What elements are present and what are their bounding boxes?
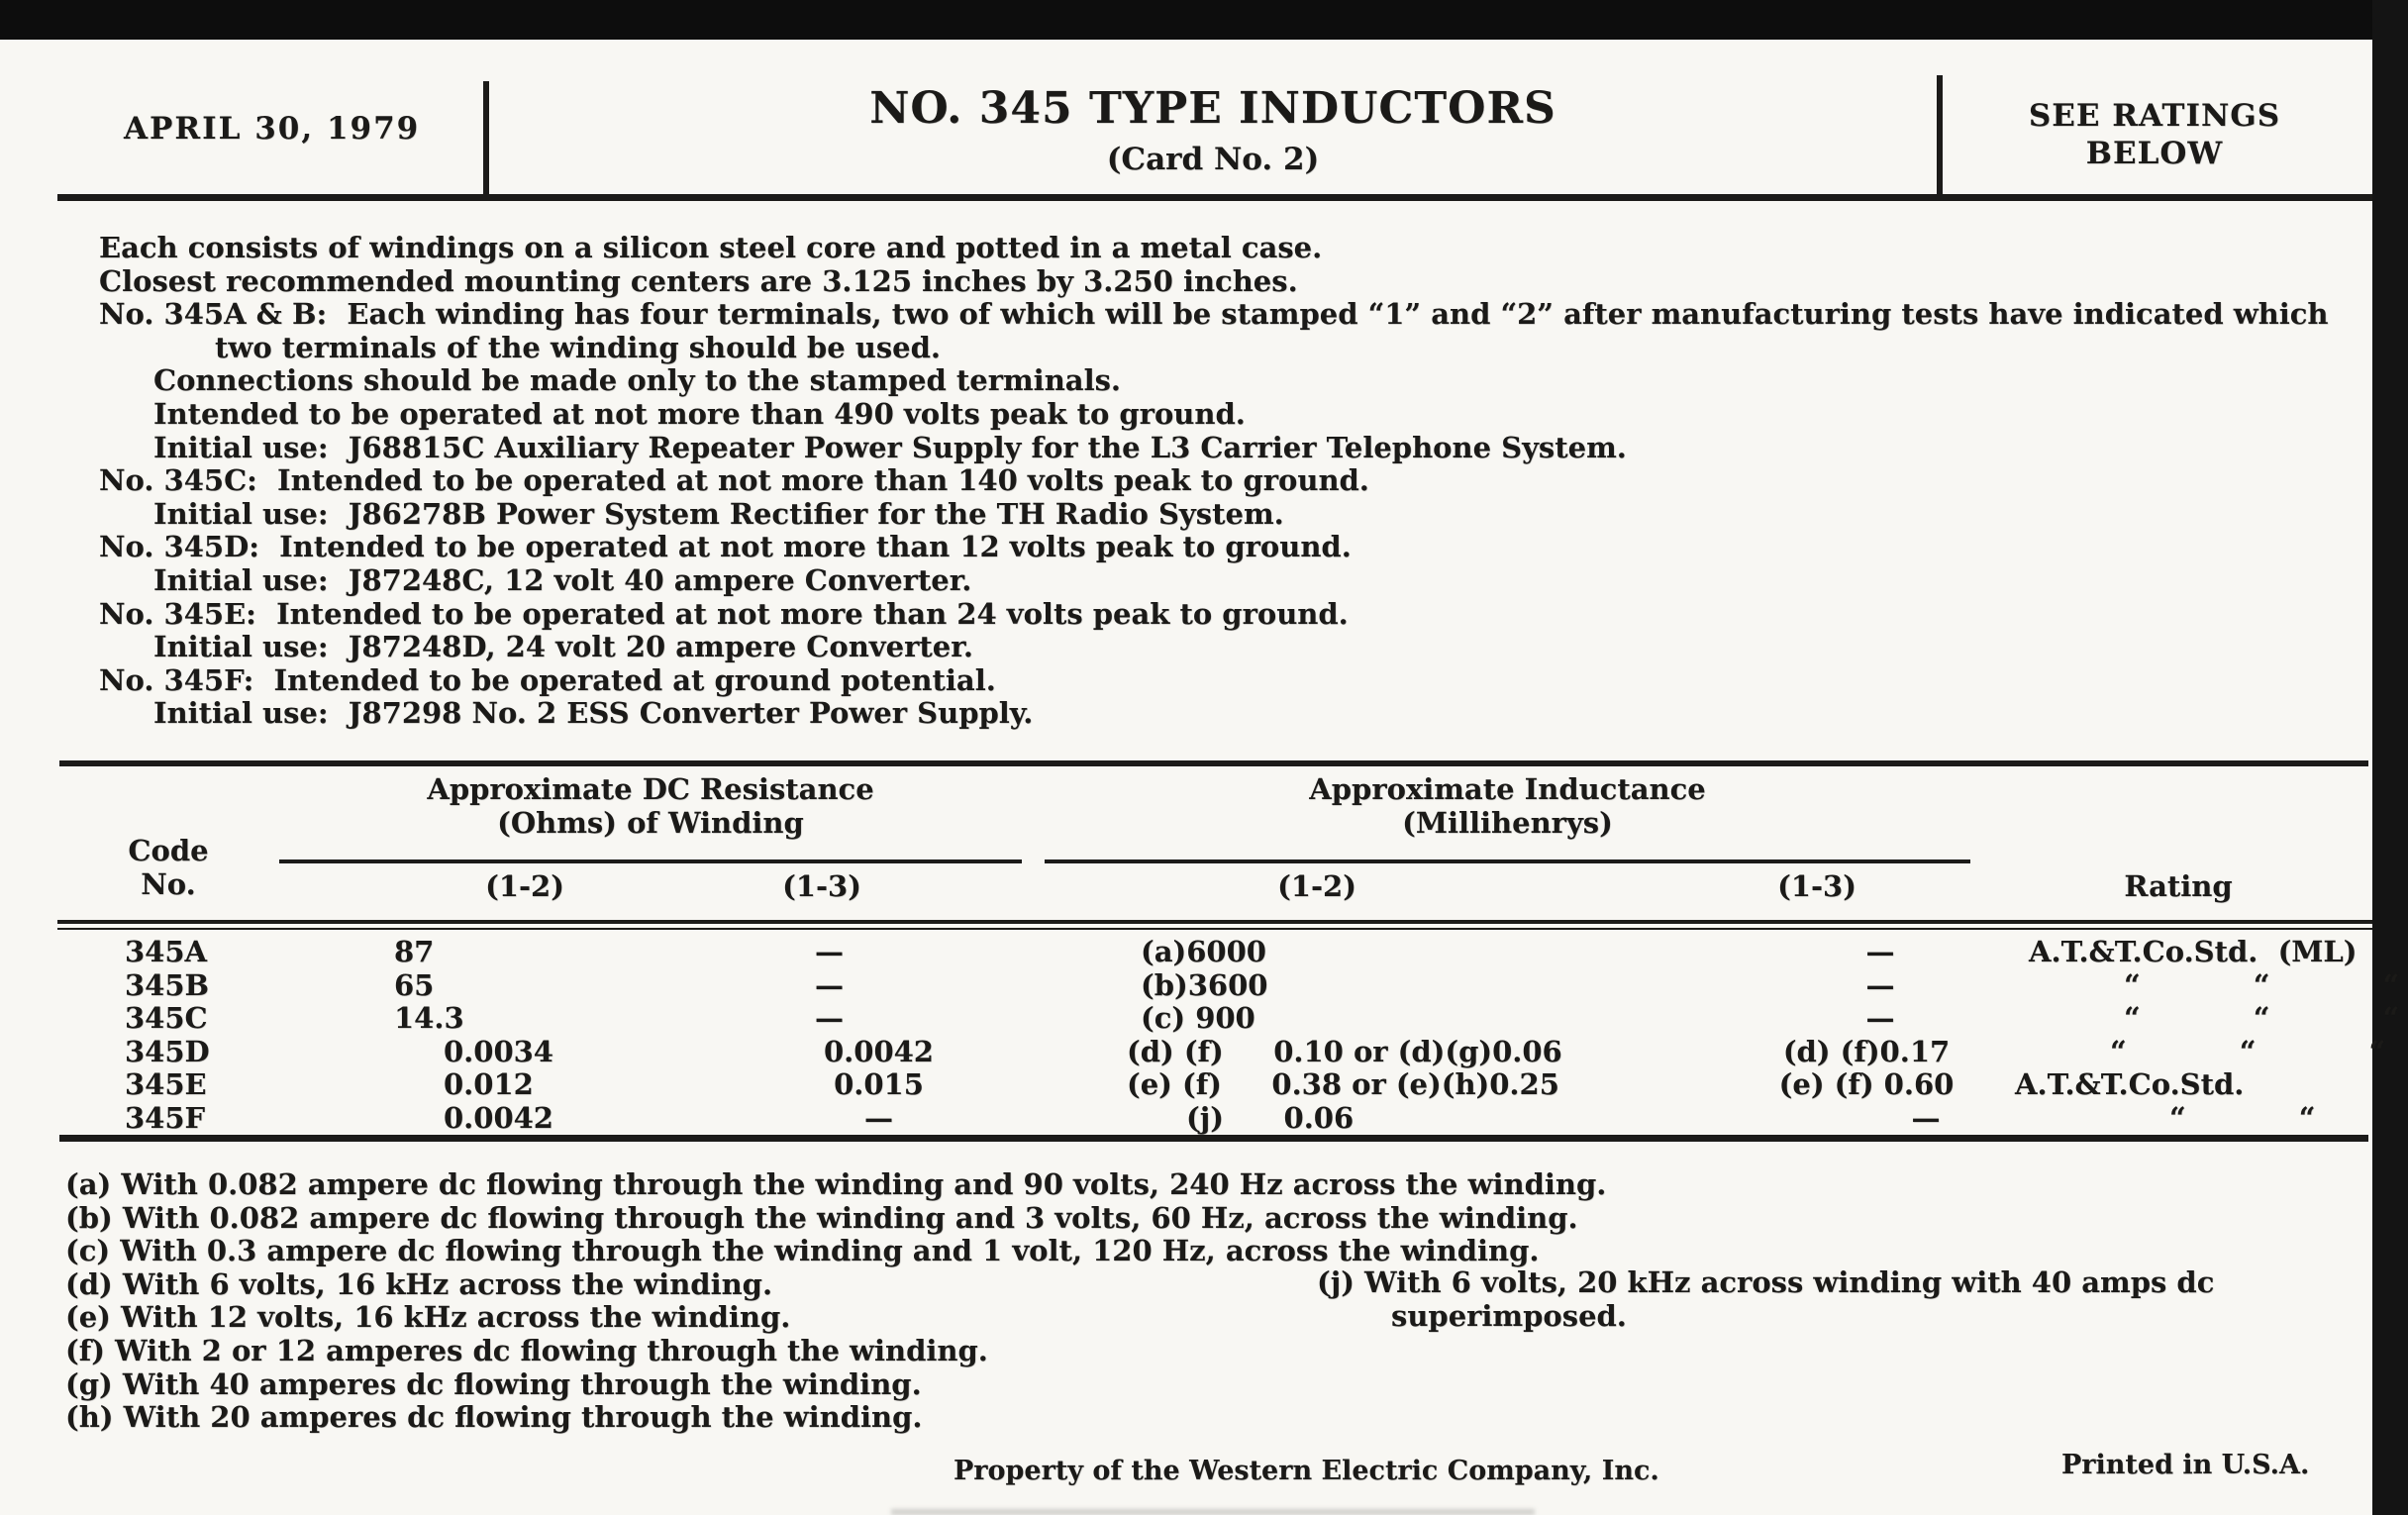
footnote-j-line1: (j) With 6 volts, 20 kHz across winding with 40 amps dc bbox=[1317, 1265, 2215, 1299]
cell-inductance-12: (e) (f) 0.38 or (e)(h)0.25 bbox=[1127, 1067, 1559, 1101]
resistance-12-header: (1-2) bbox=[485, 869, 564, 903]
cell-resistance-13: 0.0042 bbox=[824, 1034, 934, 1068]
inductance-group-rule bbox=[1045, 859, 1970, 863]
description-block bbox=[99, 232, 2329, 731]
description-line: Connections should be made only to the stamped terminals. bbox=[153, 363, 1122, 398]
table-row bbox=[0, 935, 2408, 968]
cell-rating: “ “ bbox=[2169, 1100, 2316, 1135]
footnote-h: (h) With 20 amperes dc flowing through the winding. bbox=[65, 1400, 923, 1435]
table-top-rule bbox=[59, 760, 2368, 766]
cell-rating: “ “ “ bbox=[2110, 1034, 2386, 1068]
description-line: Initial use: J87248D, 24 volt 20 ampere Converter. bbox=[153, 630, 973, 664]
description-line: Intended to be operated at not more than 490 volts peak to ground. bbox=[153, 396, 1246, 431]
cell-inductance-12: (j) 0.06 bbox=[1186, 1100, 1354, 1135]
description-line: No. 345F: Intended to be operated at ground potential. bbox=[99, 662, 996, 697]
cell-resistance-12: 0.0034 bbox=[444, 1034, 553, 1068]
table-row bbox=[0, 1001, 2408, 1035]
description-line: No. 345C: Intended to be operated at not more than 140 volts peak to ground. bbox=[99, 463, 1369, 498]
description-line: Closest recommended mounting centers are 3.125 inches by 3.250 inches. bbox=[99, 263, 1298, 298]
cell-code: 345A bbox=[125, 935, 208, 968]
cell-resistance-12: 65 bbox=[394, 967, 435, 1002]
code-column-header bbox=[94, 834, 243, 901]
resistance-group-line2: (Ohms) of Winding bbox=[497, 806, 804, 840]
resistance-group-header bbox=[279, 772, 1022, 840]
footnote-a: (a) With 0.082 ampere dc flowing through the winding and 90 volts, 240 Hz across the winding. bbox=[65, 1167, 1607, 1201]
rating-column-header: Rating bbox=[2124, 869, 2233, 903]
property-notice: Property of the Western Electric Company, Inc. bbox=[953, 1456, 1659, 1486]
inductance-group-header bbox=[1045, 772, 1970, 840]
description-line: Initial use: J87248C, 12 volt 40 ampere Converter. bbox=[153, 562, 972, 597]
ratings-note bbox=[1947, 97, 2362, 172]
cell-rating: A.T.&T.Co.Std. (ML) bbox=[2029, 935, 2358, 968]
cell-inductance-13: — bbox=[1865, 967, 1895, 1002]
inductance-13-header: (1-3) bbox=[1777, 869, 1856, 903]
cell-resistance-12: 0.012 bbox=[444, 1067, 534, 1101]
cell-inductance-12: (b)3600 bbox=[1141, 967, 1268, 1002]
header-divider-left bbox=[483, 81, 489, 201]
table-body bbox=[0, 935, 2408, 1134]
cell-resistance-13: — bbox=[815, 1001, 844, 1035]
cell-resistance-12: 87 bbox=[394, 935, 435, 968]
footnote-d: (d) With 6 volts, 16 kHz across the winding. bbox=[65, 1266, 773, 1301]
resistance-group-rule bbox=[279, 859, 1022, 863]
printed-notice: Printed in U.S.A. bbox=[2061, 1450, 2310, 1480]
code-header-line1: Code bbox=[128, 834, 209, 867]
cell-code: 345B bbox=[125, 967, 210, 1002]
cell-resistance-13: — bbox=[815, 935, 844, 968]
ratings-note-line1: SEE RATINGS bbox=[2028, 98, 2281, 134]
cell-code: 345C bbox=[125, 1001, 208, 1035]
table-header-rule bbox=[57, 920, 2372, 924]
resistance-group-line1: Approximate DC Resistance bbox=[427, 772, 874, 806]
description-line: No. 345D: Intended to be operated at not more than 12 volts peak to ground. bbox=[99, 530, 1352, 564]
cell-inductance-13: — bbox=[1865, 1001, 1895, 1035]
page-title: NO. 345 TYPE INDUCTORS bbox=[869, 83, 1556, 134]
cell-inductance-13: (e) (f) 0.60 bbox=[1778, 1067, 1955, 1101]
table-row bbox=[0, 968, 2408, 1002]
footnote-f: (f) With 2 or 12 amperes dc flowing through the winding. bbox=[65, 1333, 988, 1367]
cell-resistance-13: — bbox=[864, 1100, 893, 1135]
ratings-note-line2: BELOW bbox=[2085, 136, 2224, 171]
description-line: No. 345E: Intended to be operated at not more than 24 volts peak to ground. bbox=[99, 596, 1349, 631]
cell-resistance-12: 0.0042 bbox=[444, 1100, 553, 1135]
description-line: No. 345A & B: Each winding has four terminals, two of which will be stamped “1” and “2” after manufacturing tests have indicated which bbox=[99, 297, 2329, 332]
inductance-group-line2: (Millihenrys) bbox=[1402, 806, 1613, 840]
footnote-j-line2: superimposed. bbox=[1391, 1298, 1627, 1333]
inductance-12-header: (1-2) bbox=[1277, 869, 1356, 903]
footnote-c: (c) With 0.3 ampere dc flowing through the winding and 1 volt, 120 Hz, across the winding. bbox=[65, 1234, 1540, 1268]
description-line: Each consists of windings on a silicon steel core and potted in a metal case. bbox=[99, 231, 1323, 264]
cell-code: 345F bbox=[125, 1100, 206, 1135]
header-rule bbox=[57, 194, 2372, 201]
card-title-block bbox=[594, 83, 1832, 177]
cell-rating: “ “ “ bbox=[2124, 967, 2400, 1002]
cell-resistance-12: 14.3 bbox=[394, 1001, 464, 1035]
cell-resistance-13: 0.015 bbox=[834, 1067, 924, 1101]
table-row bbox=[0, 1101, 2408, 1135]
card-date: APRIL 30, 1979 bbox=[124, 111, 421, 147]
description-line: Initial use: J68815C Auxiliary Repeater Power Supply for the L3 Carrier Telephone System. bbox=[153, 430, 1627, 464]
footnote-e: (e) With 12 volts, 16 kHz across the winding. bbox=[65, 1300, 791, 1335]
cell-inductance-12: (a)6000 bbox=[1141, 935, 1266, 968]
cell-rating: “ “ “ bbox=[2124, 1001, 2400, 1035]
scan-top-bar bbox=[0, 0, 2408, 40]
cell-inductance-13: — bbox=[1911, 1100, 1941, 1135]
scan-bottom-smudge bbox=[891, 1509, 1535, 1515]
description-line: two terminals of the winding should be used. bbox=[215, 330, 941, 364]
cell-inductance-12: (c) 900 bbox=[1141, 1001, 1255, 1035]
description-line: Initial use: J87298 No. 2 ESS Converter Power Supply. bbox=[153, 696, 1034, 731]
scan-right-bar bbox=[2372, 0, 2408, 1515]
header-divider-right bbox=[1937, 75, 1943, 201]
resistance-13-header: (1-3) bbox=[782, 869, 861, 903]
cell-inductance-13: — bbox=[1865, 935, 1895, 968]
cell-code: 345D bbox=[125, 1034, 210, 1068]
table-row bbox=[0, 1067, 2408, 1101]
description-line: Initial use: J86278B Power System Rectifier for the TH Radio System. bbox=[153, 496, 1284, 531]
cell-inductance-13: (d) (f)0.17 bbox=[1782, 1034, 1951, 1068]
table-header-rule-echo bbox=[57, 928, 2372, 930]
code-header-line2: No. bbox=[141, 867, 196, 901]
table-bottom-rule bbox=[59, 1135, 2368, 1142]
footnote-j bbox=[1317, 1266, 2214, 1333]
cell-rating: A.T.&T.Co.Std. bbox=[2015, 1067, 2245, 1101]
footnote-b: (b) With 0.082 ampere dc flowing through the winding and 3 volts, 60 Hz, across the winding. bbox=[65, 1200, 1578, 1235]
cell-resistance-13: — bbox=[815, 967, 844, 1002]
table-row bbox=[0, 1035, 2408, 1068]
card-number: (Card No. 2) bbox=[1106, 142, 1320, 177]
footnote-g: (g) With 40 amperes dc flowing through the winding. bbox=[65, 1366, 922, 1401]
cell-inductance-12: (d) (f) 0.10 or (d)(g)0.06 bbox=[1127, 1034, 1562, 1068]
inductance-group-line1: Approximate Inductance bbox=[1309, 772, 1706, 806]
cell-code: 345E bbox=[125, 1067, 207, 1101]
